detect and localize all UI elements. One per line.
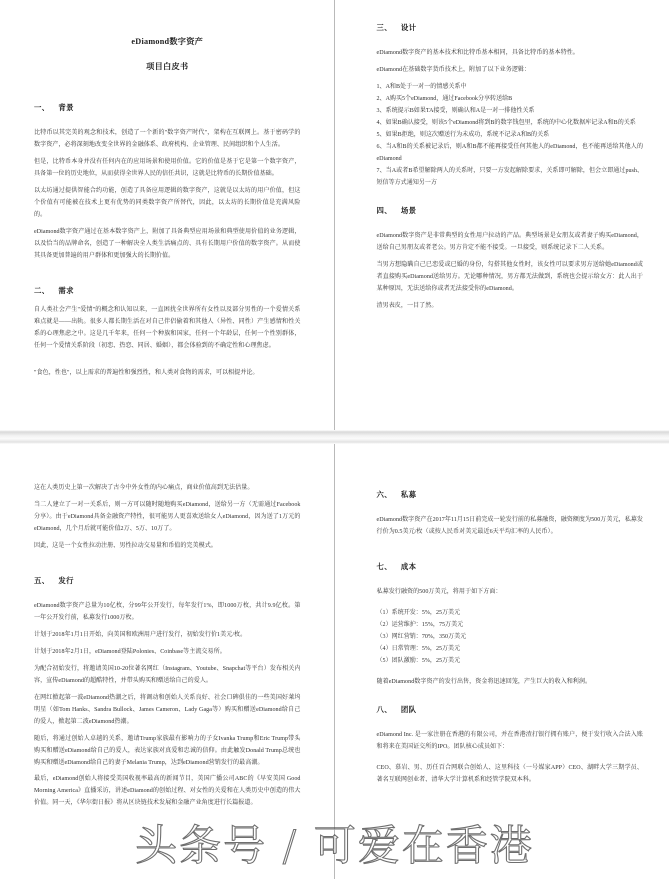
cost-breakdown-list xyxy=(377,608,644,668)
list-item: （5）团队激励：5%，25万美元 xyxy=(376,657,461,664)
section-number-team: 八、 xyxy=(376,704,392,714)
list-item: （4）日常管理：5%，25万美元 xyxy=(376,645,461,652)
paragraph: eDiamond Inc. 是一家注册在香港的有限公司，并在香港渣打银行拥有账户，便于发行收入合法入账和将来在美国证交所的IPO。团队核心成员如下： xyxy=(376,731,643,750)
paragraph: 为配合初始发行，将邀请美国10-20位著名网红（Instagram、Youtube、Snapchat等平台）发布相关内容，宣传eDiamond的超酷特性，并带头购买和赠送给自己的爱人。 xyxy=(34,665,301,684)
page-title-sub: 项目白皮书 xyxy=(146,62,189,71)
page-title-main: eDiamond数字资产 xyxy=(131,37,204,46)
section-number-demand: 二、 xyxy=(34,285,50,295)
list-item: 6、当A和B的关系被记录后，则A和B都不能再接受任何其他人的eDiamond，也不能再送给其他人的eDiamond xyxy=(376,143,643,162)
document-page-2 xyxy=(0,444,669,879)
paragraph: eDiamond数字资产总量为10亿枚，分99年公开发行，每年发行1%，即1000万枚，共计9.9亿枚。第一年公开发行前，私募发行1000万枚。 xyxy=(34,602,301,621)
list-item: 5、如果B拒绝，则这次赠送行为未成功，系统不记录A和B的关系 xyxy=(376,131,550,138)
section-number-background: 一、 xyxy=(34,103,50,112)
paragraph: 计划于2018年1月1日开始，向美国和欧洲用户进行发行，初始发行价1美元/枚。 xyxy=(34,631,247,638)
section-number-private-placement: 六、 xyxy=(376,490,392,499)
list-item: 4、如果B确认接受，则该5个eDiamond将到B的数字钱包里，系统的中心化数据库记录A和B的关系 xyxy=(376,119,636,126)
paragraph: 这在人类历史上第一次解决了古今中外女性的内心痛点，商业价值高到无法估量。 xyxy=(34,485,254,491)
section-heading-design xyxy=(377,22,644,33)
paragraph: eDiamond数字资产的基本技术和比特币基本相同，具备比特币的基本特性。 xyxy=(376,50,579,56)
paragraph: 计划于2018年2月1日，eDiamond登陆Polonies、Coinbase等主流交易所。 xyxy=(34,648,226,655)
list-item: 2、A购买5个eDiamond，通过Facebook分享转送给B xyxy=(376,95,513,102)
paragraph: 随后，将通过创始人卓越的关系，邀请Trump家族最有影响力的子女Ivanka Trump和Eric Trump带头购买和赠送eDiamond给自己的爱人，表达家族对真爱和忠诚的信仰。由此触发Donald Trump总统也购买和赠送eDiamond给自己的妻子Melania Trump，达到eDiamond营销发行的最高潮。 xyxy=(34,735,301,766)
paragraph: eDiamond数字资产通过在基本数字资产上，附加了具备典型应用场景和典型使用价值的业务逻辑，以及恰当的品牌命名，创造了一种解决全人类生活痛点的、具有长期用户价值的数字资产。从而使其具备更加普遍的用户群体和更加强大的长期价值。 xyxy=(34,228,301,259)
page-separator xyxy=(0,430,669,444)
paragraph: 比特币以其完美的观念和技术，创造了一个新的"数字资产时代"，架构在互联网上。基于密码学的数字资产，必将深刻地改变全世界的金融体系、政府机构、企业管理、民间组织和个人生活。 xyxy=(34,130,301,148)
paragraph: 因此，这是一个女性拉动注册、男性拉动交易量和币值的完美模式。 xyxy=(34,542,217,549)
paragraph: eDiamond数字资产在2017年11月15日前完成一轮发行前的私募融资，融资额度为500万美元，私募发行价为0.5美元/枚（或按人民币对美元最近6天平均汇率的人民币）。 xyxy=(376,517,643,535)
section-title-team: 团队 xyxy=(400,704,417,714)
section-title-scene: 场景 xyxy=(400,205,417,215)
section-heading-demand xyxy=(34,285,301,296)
section-heading-cost xyxy=(377,561,644,572)
paragraph: 在网红掀起第一波eDiamond热潮之后，将调动和创始人关系良好、社会口碑俱佳的一些美国好莱坞明星（如Tom Hanks、Sandra Bullock、James Cameron、Lady Gaga等）购买和赠送eDiamond给自己的爱人，掀起第二波eDiamond热潮。 xyxy=(34,694,301,725)
section-number-cost: 七、 xyxy=(376,561,392,571)
paragraph: 当二人建立了一对一关系后，则一方可以随时随地购买eDiamond，送给另一方（无需通过Facebook分享）。由于eDiamond具备金融资产特性，很可能男人更喜欢送给女人eDiamond，因为送了1万元的eDiamond，几个月后就可能价值2万、5万、10万了。 xyxy=(34,501,301,532)
section-number-scene: 四、 xyxy=(376,205,392,215)
section-heading-team xyxy=(377,704,644,715)
paragraph: 最后，eDiamond创始人将接受美国收视率最高的新闻节目，美国广播公司ABC的《早安美国 Good Morning America》直播采访，讲述eDiamond的创始过程、对女性的关爱和在人类历史中创造的伟大价值。同一天，《华尔街日报》将从区块链技术发展和金融产业角度进行长篇报道。 xyxy=(34,776,301,807)
page-2-right-column xyxy=(335,444,669,879)
list-item: 3、系统提示B如果TA接受，则确认和A是一对一排他性关系 xyxy=(376,107,535,114)
section-title-private-placement: 私募 xyxy=(400,490,417,499)
paragraph: 以太坊通过提供智能合约功能，创造了具备应用逻辑的数字资产，这就是以太坊的用户价值，但这个价值有可能被在技术上更有优势的同类数字资产所替代，因此，以太坊的长期价值是充满风险的。 xyxy=(34,187,301,218)
page-1-right-column xyxy=(335,0,669,430)
paragraph: 私募发行融资的500万美元，将用于如下方面： xyxy=(376,588,502,595)
paragraph: CEO、慕岩、男、历任百合网联合创始人、这里科技（一号媒家APP）CEO、湖畔大学三期学员、著名互联网创业者、清华大学计算机系和经管学院双本科。 xyxy=(376,764,643,783)
paragraph: 但是，比特币本身并没有任何内在的应用场景和使用价值。它的价值是基于它是第一个数字资产，具备第一位的历史地位，从而获得全世界人民的信任共识，这就是比特币的长期价值基础。 xyxy=(34,158,301,177)
paragraph: "食色，性也"，以上需求的普遍性和强烈性，和人类对食物的需求，可以相提并论。 xyxy=(34,369,259,376)
list-item: 1、A和B处于一对一的情感关系中 xyxy=(376,83,467,90)
list-item: （1）系统开发：5%，25万美元 xyxy=(376,609,461,616)
section-number-issuance: 五、 xyxy=(34,575,50,585)
design-requirements-list xyxy=(377,82,644,190)
paragraph: 随着eDiamond数字资产的发行出售，资金将迅速回笼，产生巨大的收入和利润。 xyxy=(376,678,592,685)
section-heading-background xyxy=(34,102,301,113)
paragraph: 当男方想隐瞒自己已恋爱或已婚的身份，勾搭其他女性时，该女性可以要求男方送给她eDiamond或者直接购买eDiamond送给男方。无论哪种情况，男方都无法做到，系统也会提示给女方：此人出于某种原因，无法送给你或者无法接受你的eDiamond。 xyxy=(376,261,643,292)
paragraph: 渣男表皮，一目了然。 xyxy=(376,302,438,309)
list-item: （2）运营维护：15%，75万美元 xyxy=(376,621,464,628)
section-heading-scene xyxy=(377,205,644,216)
section-heading-private-placement xyxy=(377,489,644,500)
paragraph: eDiamond在基础数字货币技术上，附加了以下业务逻辑： xyxy=(376,66,531,73)
section-title-design: 设计 xyxy=(400,23,417,32)
section-number-design: 三、 xyxy=(376,23,392,32)
section-title-demand: 需求 xyxy=(58,285,74,295)
paragraph: eDiamond数字资产是非常典型的女性用户拉动的产品。典型场景是女朋友或者妻子购买eDiamond，送给自己男朋友或者老公。男方肯定不能不接受。一旦接受，则系统记录下二人关系。 xyxy=(376,232,643,251)
paragraph: 自人类社会产生"爱情"的概念和认知以来，一直困扰全世界所有女性以及部分男性的一个爱情关系难点就是——出轨。很多人都长期生活在对自己伴侣偷着和其他人（异性、同性）产生感情和性关系的心理焦虑之中。这是几千年来，任何一个种族和国家，任何一个年龄层，任何一个性别群体，任何一个爱情关系阶段（初恋、热恋、同居、婚姻），都会体验到的不确定性和心理焦虑。 xyxy=(34,306,301,349)
section-title-background: 背景 xyxy=(58,103,74,112)
section-title-issuance: 发行 xyxy=(58,575,74,585)
list-item: （3）网红营销：70%，350万美元 xyxy=(376,633,467,640)
page-2-left-column xyxy=(0,444,335,879)
section-heading-issuance xyxy=(34,575,301,586)
section-title-cost: 成本 xyxy=(400,561,417,571)
page-1-left-column xyxy=(0,0,335,430)
list-item: 7、当A或者B希望解除两人的关系时，只要一方发起解除要求，关系即可解除，但会立即通过push、短信等方式通知另一方 xyxy=(376,167,643,186)
document-page-1 xyxy=(0,0,669,430)
